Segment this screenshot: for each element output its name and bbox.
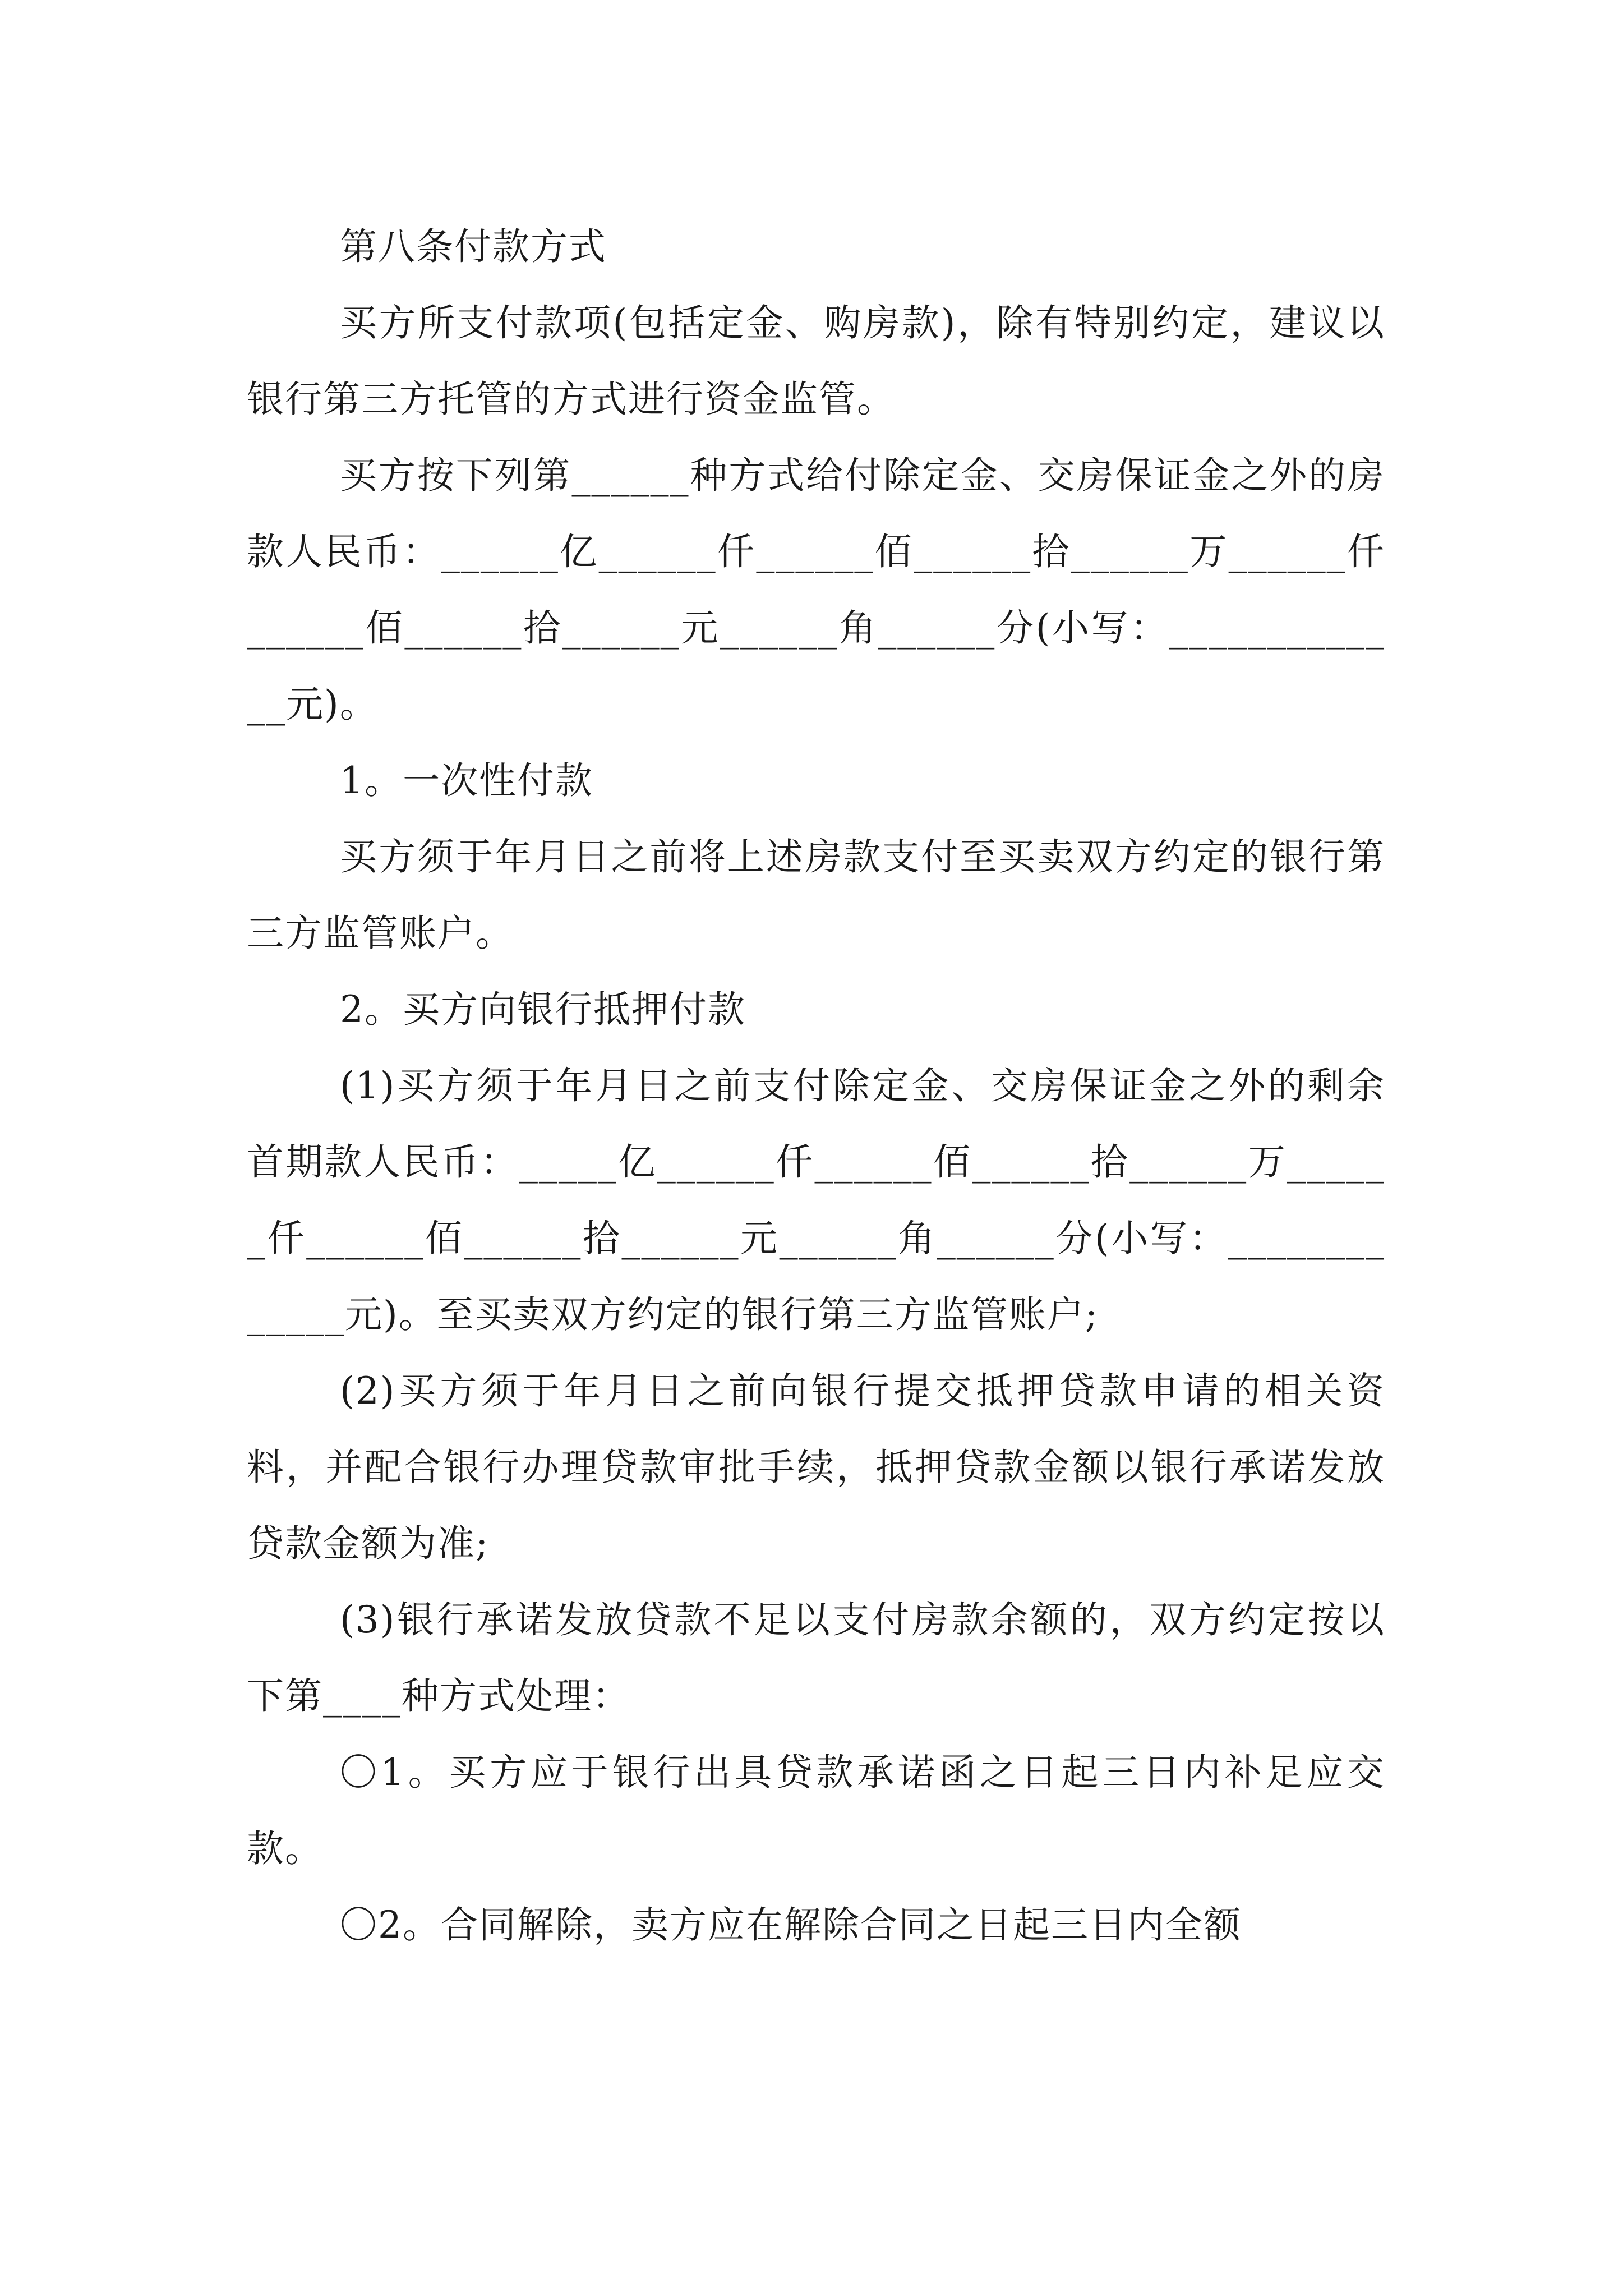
contract-text [247, 209, 1385, 1963]
paragraph-mortgage-1: (1)买方须于年月日之前支付除定金、交房保证金之外的剩余首期款人民币：_____亿______仟______佰______拾______万______仟______佰______拾______元______角______分(小写：_____________元)。至买卖双方约定的银行第三方监管账户; [247, 1064, 1385, 1336]
item-lump-sum-heading: 1。一次性付款 [340, 759, 593, 802]
paragraph-payment-amount: 买方按下列第______种方式给付除定金、交房保证金之外的房款人民币：______亿______仟______佰______拾______万______仟______佰______拾______元______角______分(小写：_____________元)。 [247, 454, 1385, 726]
paragraph-lump-sum: 买方须于年月日之前将上述房款支付至买卖双方约定的银行第三方监管账户。 [247, 835, 1385, 955]
paragraph-supervision: 买方所支付款项(包括定金、购房款)，除有特别约定，建议以银行第三方托管的方式进行资金监管。 [247, 301, 1385, 421]
option-2: 〇2。合同解除，卖方应在解除合同之日起三日内全额 [340, 1903, 1242, 1947]
item-mortgage-heading: 2。买方向银行抵押付款 [340, 988, 746, 1031]
paragraph-mortgage-2: (2)买方须于年月日之前向银行提交抵押贷款申请的相关资料，并配合银行办理贷款审批手续，抵押贷款金额以银行承诺发放贷款金额为准; [247, 1369, 1385, 1565]
paragraph-mortgage-3: (3)银行承诺发放贷款不足以支付房款余额的，双方约定按以下第____种方式处理： [247, 1598, 1385, 1718]
article-heading: 第八条付款方式 [340, 225, 607, 268]
option-1: 〇1。买方应于银行出具贷款承诺函之日起三日内补足应交款。 [247, 1751, 1385, 1870]
